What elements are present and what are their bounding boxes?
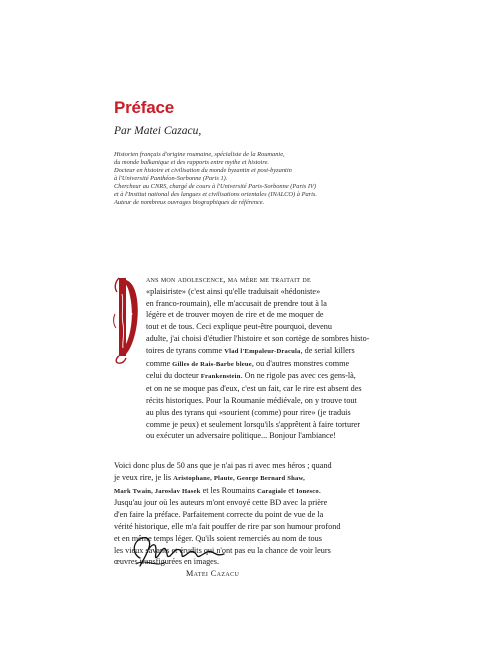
text-fragment: et les Roumains [202, 485, 255, 495]
name-ionesco: Ionesco [296, 487, 319, 495]
text-line: adulte, j'ai choisi d'étudier l'histoire et son cortège de sombres histo- [146, 333, 370, 343]
text-line [114, 358, 364, 371]
name-caragiale: Caragiale [256, 487, 287, 495]
text-fragment: et [288, 485, 295, 495]
text-fragment: celui du docteur [146, 371, 199, 381]
text-line: «plaisiriste» (c'est ainsi qu'elle traduisait «hédoniste» [146, 286, 321, 296]
authors-list: Aristophane, Plaute, George Bernard Shaw, [173, 474, 305, 482]
bio-line: à l'Université Panthéon-Sorbonne (Paris 1). [114, 175, 228, 182]
bio-line: Chercheur au CNRS, chargé de cours à l'Université Paris-Sorbonne (Paris IV) [114, 183, 316, 190]
text-line: ans mon adolescence, ma mère me traitait de [146, 275, 311, 284]
text-line: œuvres transfigurées en images. [114, 557, 220, 567]
text-line [114, 345, 364, 358]
signature-name: Matei Cazacu [186, 569, 240, 578]
text-line: et en même temps léger. Qu'ils soient remerciés au nom de tous [114, 533, 322, 543]
text-line: légère et de trouver moyen de rire et de me moquer de [146, 310, 324, 320]
name-vlad: Vlad l'Empaleur-Dracula [224, 347, 301, 355]
text-fragment: . [318, 485, 321, 495]
bio-line: et à l'Institut national des langues et civilisations orientales (INALCO) à Paris. [114, 191, 318, 198]
bio-line: du monde balkanique et des rapports entre mythe et histoire. [114, 159, 270, 166]
text-fragment: , ou d'autres monstres comme [251, 358, 350, 368]
text-fragment: . On ne rigole pas avec ces gens-là, [240, 371, 356, 381]
name-frankenstein: Frankenstein [200, 373, 241, 381]
text-line: et on ne se moque pas d'eux, c'est un fait, car le rire est absent des [146, 384, 362, 394]
paragraph-1 [114, 274, 370, 442]
text-line: comme je peux) et seulement lorsqu'ils s'apprêtent à faire torturer [146, 419, 361, 429]
text-fragment: comme [146, 358, 171, 368]
text-line: les vieux savants et érudits qui n'ont pas eu la chance de voir leurs [114, 545, 331, 555]
text-line: Voici donc plus de 50 ans que je n'ai pas ri avec mes héros ; quand [114, 461, 332, 470]
page-title: Préface [114, 98, 175, 117]
text-line: vérité historique, elle m'a fait pouffer de rire par son humour profond [114, 521, 341, 531]
name-gilles: Gilles de Rais-Barbe bleue [172, 360, 252, 368]
text-line [114, 485, 364, 498]
text-line: d'en faire la préface. Parfaitement correcte du point de vue de la [114, 510, 324, 520]
text-fragment: toires de tyrans comme [146, 345, 223, 355]
authors-list: Mark Twain, Jaroslav Hasek [114, 487, 201, 495]
text-line [114, 472, 364, 485]
bio-line: Auteur de nombreux ouvrages biographiques de référence. [114, 199, 265, 206]
author-byline: Par Matei Cazacu, [114, 125, 202, 137]
text-line: Jusqu'au jour où les auteurs m'ont envoyé cette BD avec la prière [114, 498, 328, 508]
author-bio [114, 151, 414, 207]
handwritten-signature [126, 528, 236, 574]
text-line: tout et de tous. Ceci explique peut-être pourquoi, devenu [146, 322, 332, 332]
text-fragment: , de serial killers [300, 345, 355, 355]
text-line: en franco-roumain), elle m'accusait de prendre tout à la [146, 298, 327, 308]
text-line: récits historiques. Pour la Roumanie médiévale, on y trouve tout [146, 395, 357, 405]
text-line [114, 370, 364, 383]
text-line: ou exécuter un adversaire politique... Bonjour l'ambiance! [146, 431, 336, 441]
bio-line: Historien français d'origine roumaine, spécialiste de la Roumanie, [114, 151, 285, 158]
text-fragment: je veux rire, je lis [114, 472, 172, 482]
bio-line: Docteur en histoire et civilisation du monde byzantin et post-byzantin [114, 167, 292, 174]
text-line: au plus des tyrans qui «sourient (comme) pour rire» (je traduis [146, 407, 351, 417]
